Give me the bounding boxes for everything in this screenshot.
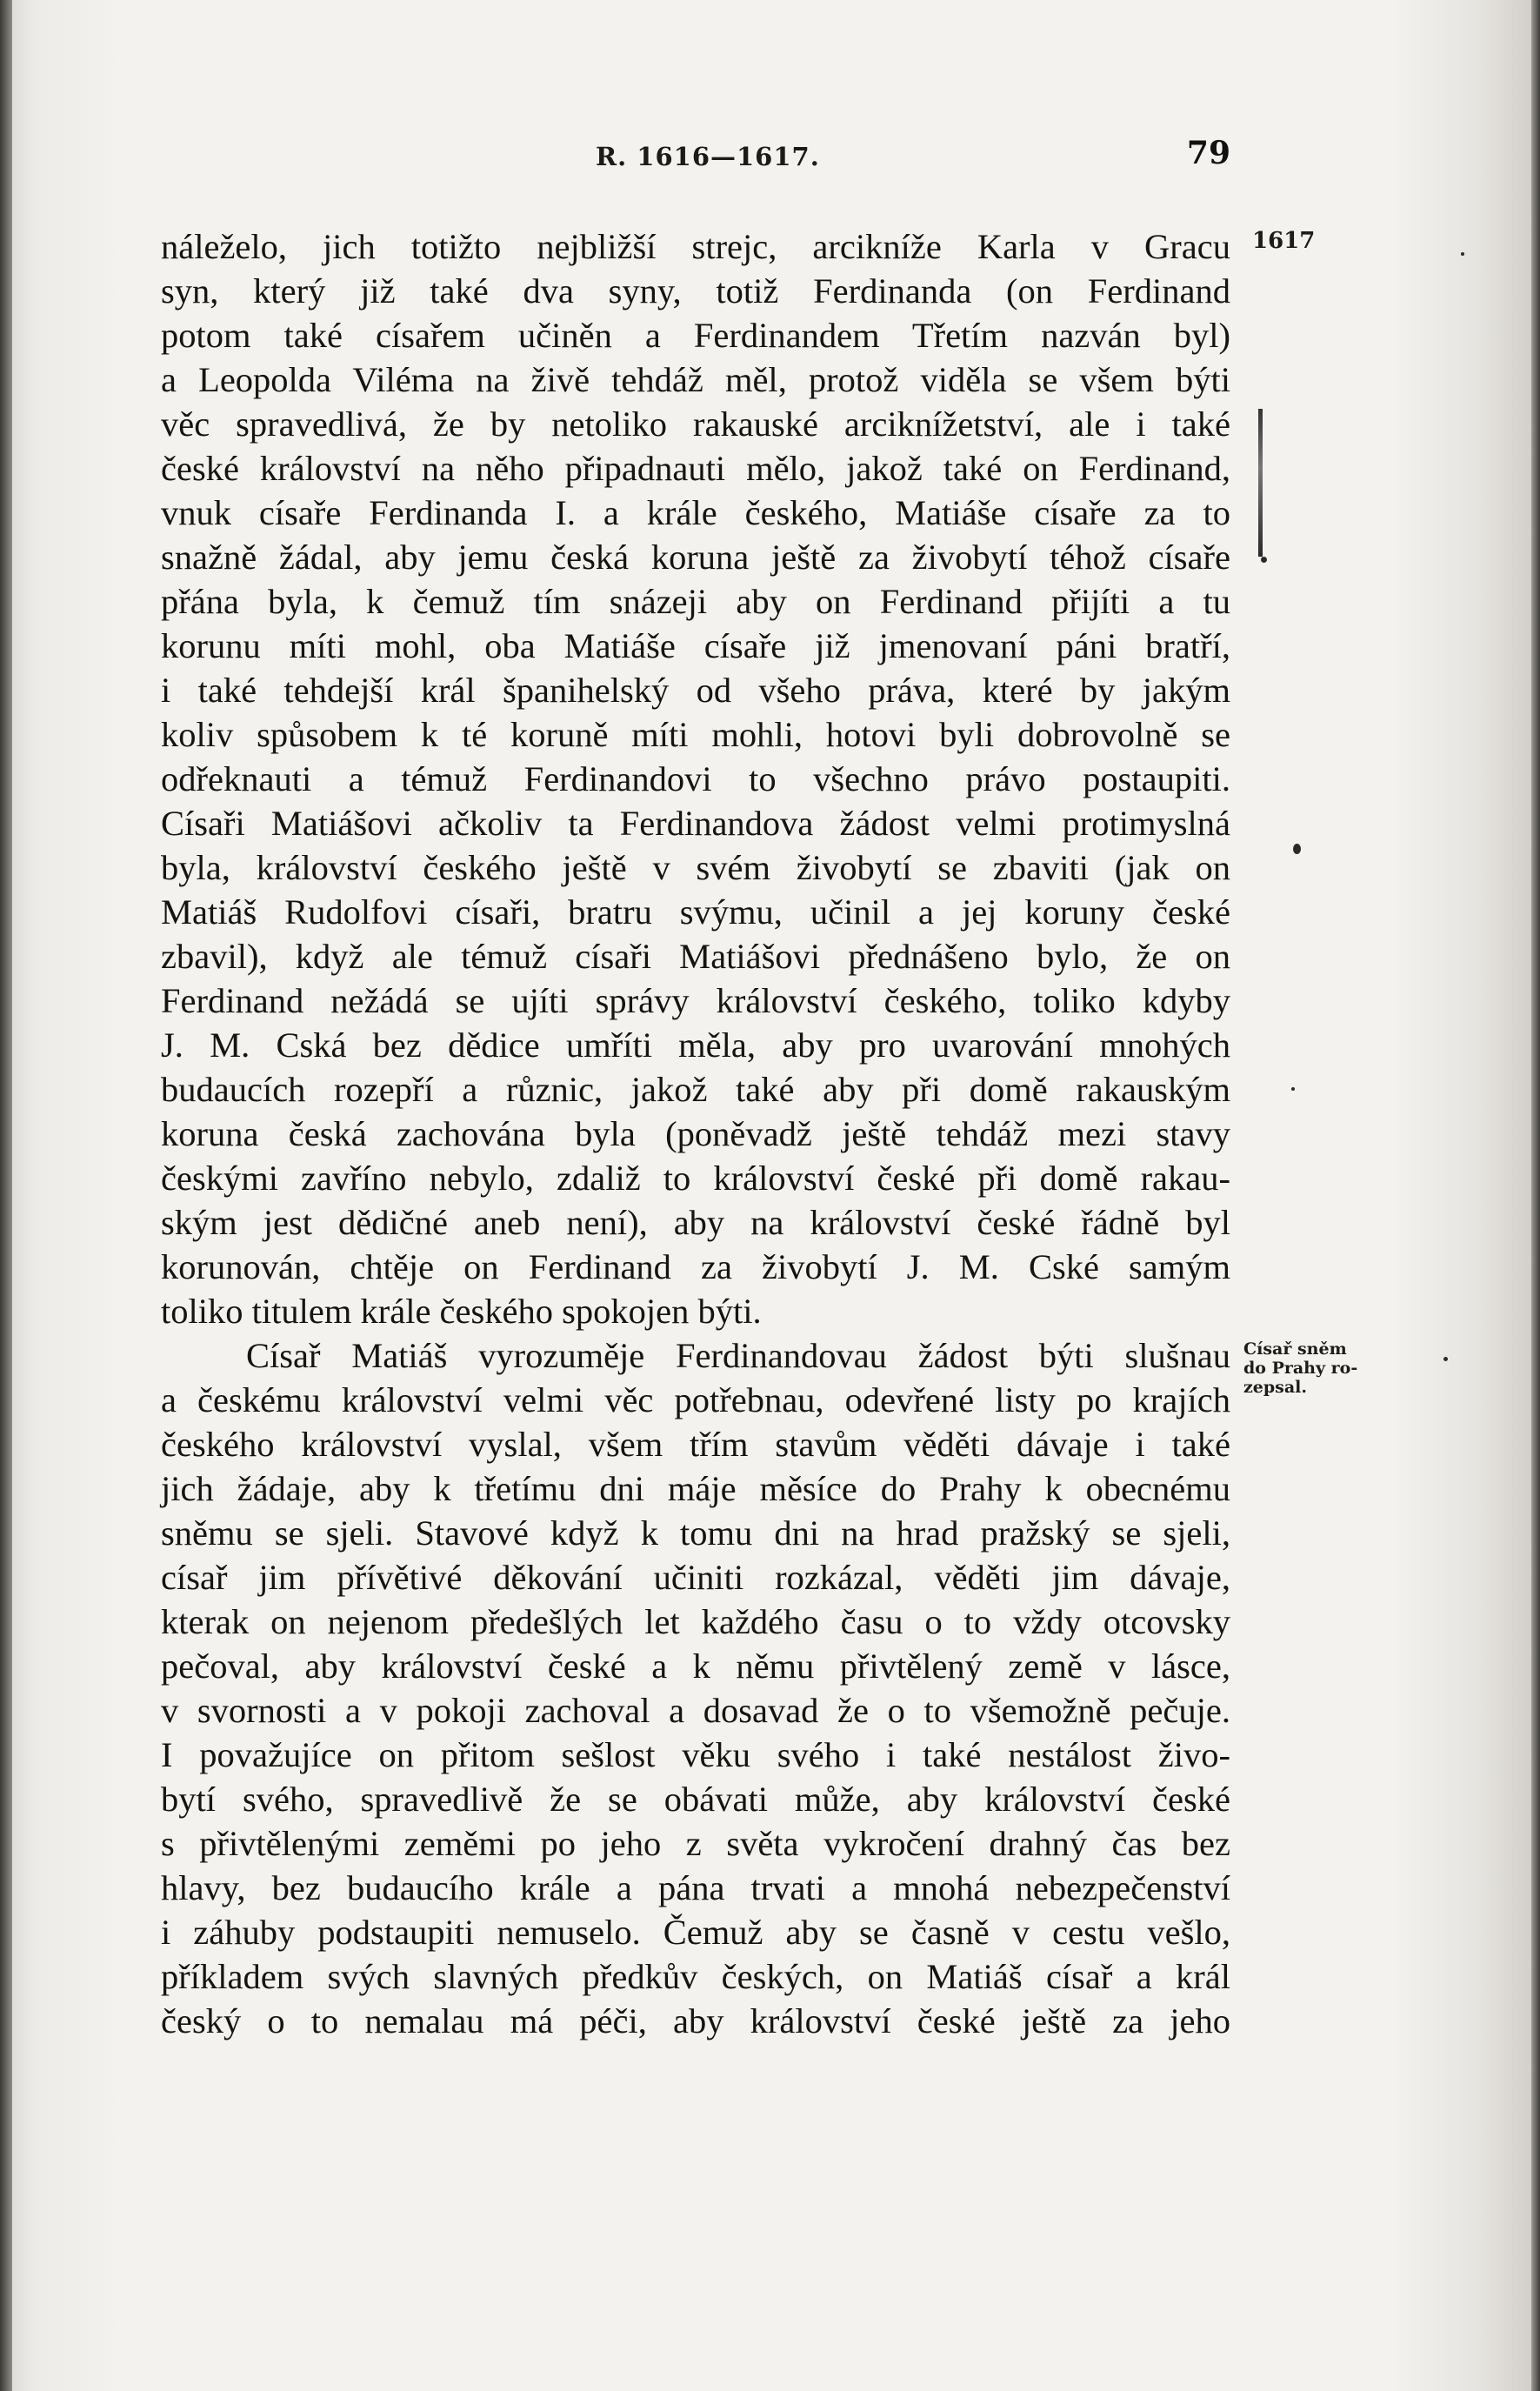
page-right-edge [1531, 0, 1540, 2391]
text-line: I považujíce on přitom sešlost věku svého i také nestálost živo- [161, 1735, 1230, 1774]
text-line: český o to nemalau má péči, aby království české ještě za jeho [161, 2001, 1230, 2040]
text-line: české království na něho připadnauti mělo, jakož také on Ferdinand, [161, 449, 1230, 488]
margin-note-line: zepsal. [1243, 1378, 1308, 1397]
ink-speck [1293, 844, 1301, 854]
page-header [161, 135, 1230, 178]
text-line: a českému království velmi věc potřebnau, odevřené listy po krajích [161, 1380, 1230, 1419]
text-line: kterak on nejenom předešlých let každého času o to vždy otcovsky [161, 1602, 1230, 1641]
page-number: 79 [1186, 135, 1230, 171]
margin-year: 1617 [1252, 228, 1316, 254]
text-line: budaucích rozepří a různic, jakož také aby při domě rakauským [161, 1070, 1230, 1109]
text-line: císař jim přívětivé děkování učiniti rozkázal, věděti jim dávaje, [161, 1558, 1230, 1597]
ink-speck [1291, 1087, 1295, 1091]
text-line: bytí svého, spravedlivě že se obávati může, aby království české [161, 1780, 1230, 1819]
text-line: koliv spůsobem k té koruně míti mohli, hotovi byli dobrovolně se [161, 715, 1230, 754]
margin-note-line: Císař sněm [1243, 1339, 1347, 1359]
text-line: J. M. Cská bez dědice umříti měla, aby pro uvarování mnohých [161, 1025, 1230, 1065]
text-line: hlavy, bez budaucího krále a pána trvati a mnohá nebezpečenství [161, 1868, 1230, 1907]
text-line: potom také císařem učiněn a Ferdinandem Třetím nazván byl) [161, 316, 1230, 355]
ink-speck [1261, 557, 1267, 563]
running-head: R. 1616—1617. [596, 142, 820, 171]
text-line: Císaři Matiášovi ačkoliv ta Ferdinandova žádost velmi protimyslná [161, 804, 1230, 843]
text-line: koruna česká zachována byla (poněvadž ještě tehdáž mezi stavy [161, 1114, 1230, 1153]
text-line: sněmu se sjeli. Stavové když k tomu dni na hrad pražský se sjeli, [161, 1513, 1230, 1553]
text-line: náleželo, jich totižto nejbližší strejc, arcikníže Karla v Gracu [161, 227, 1230, 266]
text-line: korunován, chtěje on Ferdinand za živobytí J. M. Cské samým [161, 1247, 1230, 1286]
text-line: věc spravedlivá, že by netoliko rakauské arciknížetství, ale i také [161, 404, 1230, 444]
text-line: pečoval, aby království české a k němu přivtělený země v lásce, [161, 1646, 1230, 1686]
text-line: Císař Matiáš vyrozuměje Ferdinandovau žádost býti slušnau [246, 1336, 1230, 1375]
text-line: Matiáš Rudolfovi císaři, bratru svýmu, učinil a jej koruny české [161, 892, 1230, 932]
page-left-edge [0, 0, 12, 2391]
text-line: vnuk císaře Ferdinanda I. a krále českého, Matiáše císaře za to [161, 493, 1230, 532]
text-line: zbavil), když ale témuž císaři Matiášovi přednášeno bylo, že on [161, 937, 1230, 976]
text-line: českými zavříno nebylo, zdaliž to království české při domě rakau- [161, 1159, 1230, 1198]
margin-mark [1258, 409, 1263, 557]
text-line: s přivtělenými zeměmi po jeho z světa vykročení drahný čas bez [161, 1824, 1230, 1863]
body-text [161, 224, 1230, 2043]
text-line: ským jest dědičné aneb není), aby na království české řádně byl [161, 1203, 1230, 1242]
text-line: syn, který již také dva syny, totiž Ferdinanda (on Ferdinand [161, 271, 1230, 311]
text-line: i také tehdejší král španihelský od všeho práva, které by jakým [161, 671, 1230, 710]
text-line: a Leopolda Viléma na živě tehdáž měl, protož viděla se všem býti [161, 360, 1230, 399]
text-line: příkladem svých slavných předkův českých, on Matiáš císař a král [161, 1957, 1230, 1996]
text-line: jich žádaje, aby k třetímu dni máje měsíce do Prahy k obecnému [161, 1469, 1230, 1508]
text-line: byla, království českého ještě v svém živobytí se zbaviti (jak on [161, 848, 1230, 887]
text-line: odřeknauti a témuž Ferdinandovi to všechno právo postaupiti. [161, 759, 1230, 798]
text-line: přána byla, k čemuž tím snázeji aby on Ferdinand přijíti a tu [161, 582, 1230, 621]
text-line: českého království vyslal, všem třím stavům věděti dávaje i také [161, 1425, 1230, 1464]
text-line: i záhuby podstaupiti nemuselo. Čemuž aby se časně v cestu vešlo, [161, 1913, 1230, 1952]
margin-note-line: do Prahy ro- [1243, 1359, 1358, 1378]
text-line: korunu míti mohl, oba Matiáše císaře již jmenovaní páni bratří, [161, 626, 1230, 665]
text-line: v svornosti a v pokoji zachoval a dosavad že o to všemožně pečuje. [161, 1691, 1230, 1730]
text-line: snažně žádal, aby jemu česká koruna ještě za živobytí téhož císaře [161, 538, 1230, 577]
text-line: toliko titulem krále českého spokojen býti. [161, 1292, 762, 1331]
ink-speck [1461, 252, 1464, 256]
margin-note [1243, 1339, 1383, 1397]
text-line: Ferdinand nežádá se ujíti správy království českého, toliko kdyby [161, 981, 1230, 1020]
ink-speck [1443, 1357, 1448, 1361]
